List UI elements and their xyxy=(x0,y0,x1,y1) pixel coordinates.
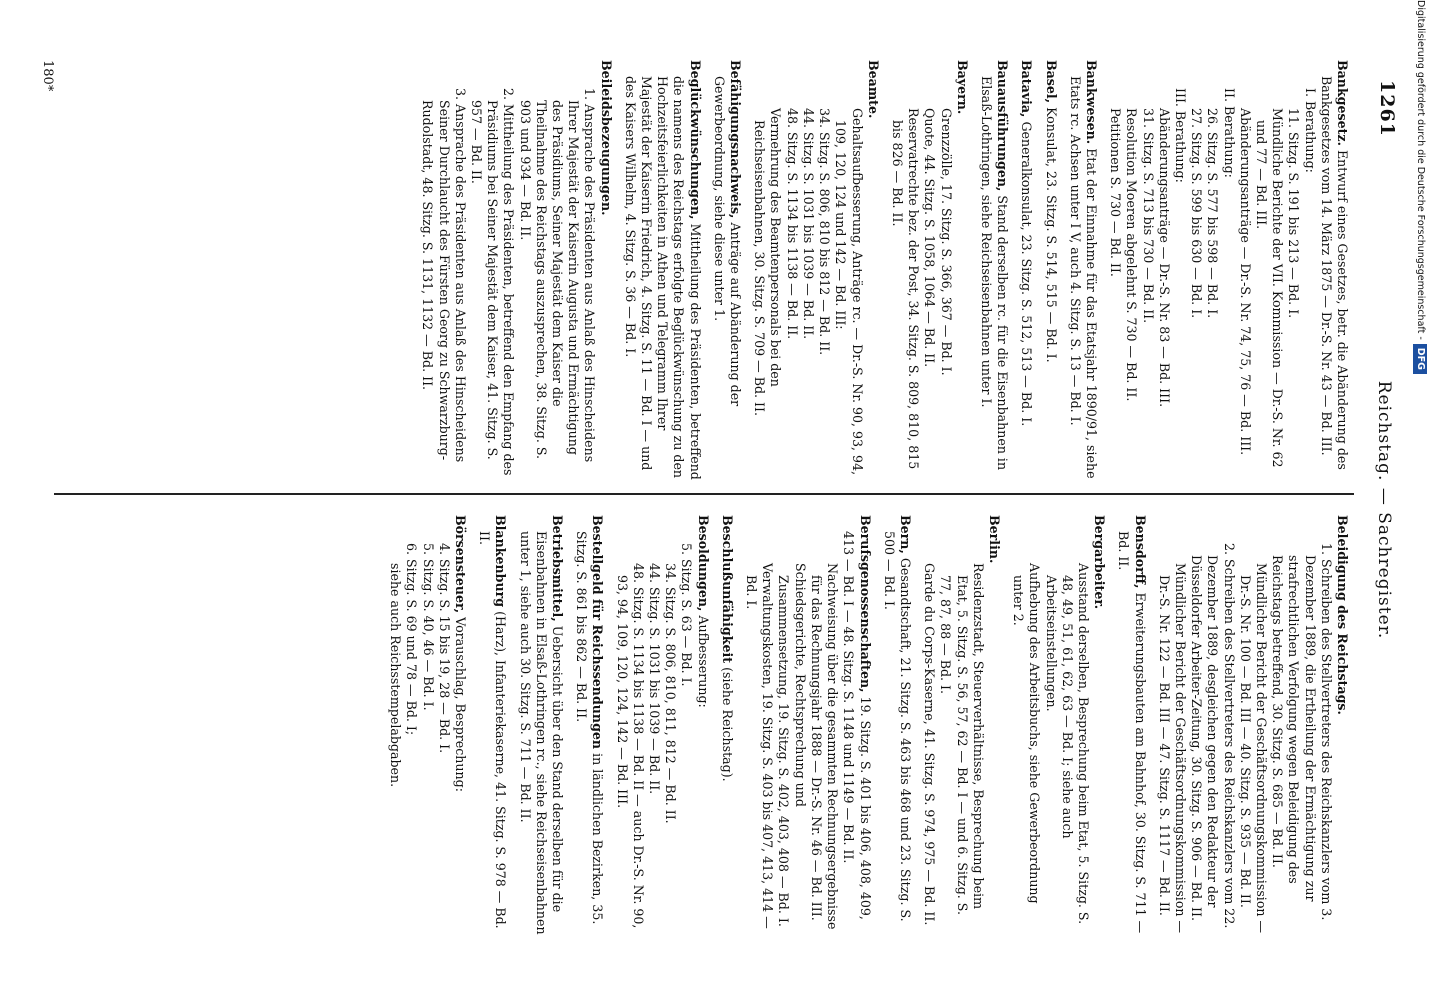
entry-subline: 31. Sitzg. S. 713 bis 730 — Bd. II. xyxy=(1140,108,1156,324)
dfg-logo: DFG xyxy=(1413,344,1427,374)
register-entry xyxy=(516,515,565,935)
left-column xyxy=(411,60,1350,480)
entry-text: Stand derselben rc. für die Eisenbahnen in Elsaß-Lothringen, siehe Reichseisenbahnen unter I. xyxy=(978,76,1011,471)
entry-text: Gesandtschaft, 21. Sitzg. S. 463 bis 468 und 23. Sitzg. S. 500 — Bd. I. xyxy=(881,531,913,922)
entry-heading: Blankenburg xyxy=(493,515,509,608)
entry-subline: 27. Sitzg. S. 599 bis 630 — Bd. I. xyxy=(1189,108,1205,319)
register-entry xyxy=(476,515,508,935)
entry-text: (siehe Reichstag). xyxy=(719,667,735,782)
register-entry xyxy=(1010,515,1107,935)
register-entry xyxy=(889,60,970,480)
entry-subline: Abänderungsanträge — Dr.-S. Nr. 74, 75, 76 — Bd. III. xyxy=(1237,108,1253,456)
entry-subline: 3. Ansprache des Präsidenten aus Anlaß des Hinscheidens Seiner Durchlaucht des Fürsten Georg zu Schwarzburg-Rudolstadt, 48. Sitzg. S. 1131, 1132 — Bd. II. xyxy=(420,88,468,463)
register-entry xyxy=(1018,60,1034,480)
entry-subline: Garde du Corps-Kaserne, 41. Sitzg. S. 974, 975 — Bd. II. xyxy=(922,563,938,926)
entry-subline: Abänderungsanträge — Dr.-S. Nr. 83 — Bd. III. xyxy=(1156,108,1172,408)
entry-subline: II. Berathung: xyxy=(1221,88,1237,178)
entry-subline: 11. Sitzg. S. 191 bis 213 — Bd. I. xyxy=(1286,108,1302,319)
register-entry xyxy=(921,515,1002,935)
entry-heading: Beileidsbezeugungen. xyxy=(598,60,614,216)
entry-subline: 44. Sitzg. S. 1031 bis 1039 — Bd. II. xyxy=(800,108,816,340)
entry-subline: 34. Sitzg. S. 806, 810 bis 812 — Bd. II. xyxy=(817,108,833,356)
entry-subline: Mündlicher Bericht der Geschäftsordnungskommission — Dr.-S. Nr. 122 — Bd. III — 47. Sitzg. S. 1117 — Bd. II. xyxy=(1156,563,1188,934)
entry-heading: Berlin. xyxy=(986,515,1002,564)
register-entry xyxy=(1067,60,1099,480)
page-number: 1261 xyxy=(1376,80,1398,137)
entry-text: Entwurf eines Gesetzes, betr. die Abänderung des Bankgesetzes vom 14. März 1875 — Dr.-S. Nr. 43 — Bd. III. xyxy=(1318,76,1350,470)
entry-heading: Basel, xyxy=(1043,60,1059,104)
entry-text: Konsulat, 23. Sitzg. S. 514, 515 — Bd. I. xyxy=(1043,107,1059,363)
entry-subline: Gehaltsaufbesserung, Anträge rc. — Dr.-S. Nr. 90, 93, 94, 109, 120, 124 und 142 — Bd. III: xyxy=(833,108,865,476)
entry-subline: I. Berathung: xyxy=(1302,88,1318,173)
right-column xyxy=(379,515,1350,935)
running-title: Reichstag. — Sachregister. xyxy=(1374,380,1394,640)
entry-heading: Bankgesetz. xyxy=(1335,60,1350,146)
entry-heading: Bankwesen. xyxy=(1083,60,1099,145)
entry-subline: Grenzzölle, 17. Sitzg. S. 366, 367 — Bd. I. xyxy=(938,108,954,376)
entry-subline: 1. Ansprache des Präsidenten aus Anlaß des Hinscheidens Ihrer Majestät der Kaiserin Augusta und Ermächtigung des Präsidiums, Seiner Majestät dem Kaiser die Theilnahme des Reichstags auszusprechen, 38. Sitzg. S. 903 und 934 — Bd. II. xyxy=(517,88,598,463)
entry-heading: Bauausführungen, xyxy=(995,60,1011,192)
entry-subline: Resolution Moeren abgelehnt S. 730 — Bd. II. xyxy=(1124,108,1140,402)
entry-subline: Petitionen S. 730 — Bd. II. xyxy=(1108,108,1124,277)
entry-heading: Bergarbeiter. xyxy=(1092,515,1108,610)
register-entry xyxy=(743,515,873,935)
entry-subline: 48. Sitzg. S. 1134 bis 1138 — Bd. II. xyxy=(784,108,800,340)
entry-text: Uebersicht über den Stand derselben für die Eisenbahnen in Elsaß-Lothringen rc., siehe Reichseisenbahnen unter 1, siehe auch 30. Sitzg. S. 711 — Bd. II. xyxy=(517,531,566,935)
entry-subline: III. Berathung: xyxy=(1172,88,1188,183)
entry-heading: Batavia, xyxy=(1019,60,1035,118)
register-entry xyxy=(622,60,703,480)
entry-subline: Mündliche Berichte der VII. Kommission — Dr.-S. Nr. 62 und 77 — Bd. III. xyxy=(1253,108,1286,468)
entry-subline: 1. Schreiben des Stellvertreters des Reichskanzlers vom 3. Dezember 1889, die Ertheilung der Ermächtigung zur strafrechtlichen Verfolgung wegen Beleidigung des Reichstags betreffend, 30. Sitzg. S. 685 — Bd. II. xyxy=(1270,543,1334,921)
entry-text: 19. Sitzg. S. 401 bis 406, 408, 409, 413 — Bd. I — 48. Sitzg. S. 1148 und 1149 — Bd. II. xyxy=(841,531,873,920)
register-entry xyxy=(751,60,881,480)
entry-heading: Bestellgeld für Reichssendungen xyxy=(590,515,606,750)
register-entry xyxy=(419,60,613,480)
entry-subline: Residenzstadt, Steuerverhältnisse, Besprechung beim Etat, 5. Sitzg. S. 56, 57, 62 — Bd. I — und 6. Sitzg. S. 77, 87, 88 — Bd. I. xyxy=(938,563,986,915)
entry-subline: 2. Schreiben des Stellvertreters des Reichskanzlers vom 22. Dezember 1889, desgleichen gegen den Redakteur der Düsseldorfer Arbeiter-Zeitung, 30. Sitzg. S. 906 — Bd. II. xyxy=(1189,543,1237,929)
entry-subline: 2. Mittheilung des Präsidenten, betreffend den Empfang des Präsidiums bei Seiner Majestät dem Kaiser, 41. Sitzg. S. 957 — Bd. II. xyxy=(469,88,517,476)
entry-heading: Besoldungen, xyxy=(695,515,711,612)
entry-subline: Aufhebung des Arbeitsbuchs, siehe Gewerbeordnung unter 2. xyxy=(1011,563,1043,904)
entry-text: in ländlichen Bezirken, 35. Sitzg. S. 861 bis 862 — Bd. II. xyxy=(574,531,606,925)
entry-heading: Beglückwünschungen, xyxy=(687,60,703,220)
entry-heading: Beschlußunfähigkeit xyxy=(719,515,735,664)
signature-mark: 180* xyxy=(40,60,55,92)
entry-subline: Quote, 44. Sitzg. S. 1058, 1064 — Bd. II. xyxy=(922,108,938,368)
entry-text: Etat der Einnahme für das Etatsjahr 1890/91, siehe Etats rc. Achsen unter I V, auch 4. Sitzg. S. 13 — Bd. I. xyxy=(1067,76,1099,479)
entry-subline: Ausstand derselben, Besprechung beim Etat, 5. Sitzg. S. 48, 49, 51, 61, 62, 63 — Bd. I; siehe auch Arbeitseinstellungen. xyxy=(1043,563,1091,925)
column-divider xyxy=(54,493,1354,495)
register-entry xyxy=(1042,60,1058,480)
register-entry xyxy=(978,60,1010,480)
register-entry xyxy=(387,515,468,935)
credit-text: Digitalisierung gefördert durch die Deutsche Forschungsgemeinschaft - xyxy=(1415,0,1426,340)
register-entry xyxy=(1156,515,1350,935)
dfg-credit xyxy=(1408,0,1432,1000)
entry-subline: 44. Sitzg. S. 1031 bis 1039 — Bd. II. xyxy=(647,563,663,795)
register-entry xyxy=(719,515,735,935)
register-entry xyxy=(881,515,913,935)
entry-subline: 5. Sitzg. S. 63 — Bd. I. xyxy=(679,543,695,687)
entry-subline: 48. Sitzg. S. 1134 bis 1138 — Bd. II — auch Dr.-S. Nr. 90, 93, 94, 109, 120, 124, 142 — Bd. III. xyxy=(614,563,646,929)
entry-heading: Börsensteuer, xyxy=(453,515,469,614)
entry-text: Generalkonsulat, 23. Sitzg. S. 512, 513 — Bd. I. xyxy=(1019,121,1035,427)
entry-subline: Reservatrechte bez. der Post, 34. Sitzg. S. 809, 810, 815 bis 826 — Bd. II. xyxy=(889,108,922,470)
register-entry xyxy=(613,515,710,935)
entry-heading: Betriebsmittel, xyxy=(550,515,566,622)
entry-subline: Mündlicher Bericht der Geschäftsordnungskommission — Dr.-S. Nr. 100 — Bd. III — 40. Sitzg. S. 935 — Bd. II. xyxy=(1237,563,1269,934)
entry-text: Erweiterungsbauten am Bahnhof, 30. Sitzg. S. 711 — Bd. II. xyxy=(1116,531,1148,934)
entry-subline: Nachweisung über die gesammten Rechnungsergebnisse für das Rechnungsjahr 1888 — Dr.-S. Nr. 46 — Bd. III. xyxy=(808,563,841,930)
entry-subline: 26. Sitzg. S. 577 bis 598 — Bd. I. xyxy=(1205,108,1221,319)
entry-subline: siehe auch Reichsstempelabgaben. xyxy=(388,563,404,788)
entry-heading: Berufsgenossenschaften, xyxy=(857,515,873,693)
entry-heading: Bensdorff, xyxy=(1132,515,1148,589)
entry-heading: Bern, xyxy=(897,515,913,554)
digitization-sidebar xyxy=(1408,0,1432,1000)
entry-subline: 5. Sitzg. S. 40, 46 — Bd. I. xyxy=(420,543,436,711)
entry-text: Vorauschlag, Besprechung: xyxy=(453,617,469,792)
register-entry xyxy=(573,515,605,935)
entry-subline: 6. Sitzg. S. 69 und 78 — Bd. I; xyxy=(404,543,420,736)
register-entry xyxy=(1107,60,1350,480)
entry-heading: Befähigungsnachweis, xyxy=(728,60,744,219)
entry-heading: Bayern. xyxy=(954,60,970,115)
register-entry xyxy=(1115,515,1147,935)
entry-subline: 34. Sitzg. S. 806, 810, 811, 812 — Bd. II. xyxy=(663,563,679,824)
entry-subline: Schiedsgerichte, Rechtsprechung und Zusammensetzung, 19. Sitzg. S. 402, 403, 408 — Bd. I. xyxy=(776,563,808,927)
entry-text: Aufbesserung: xyxy=(695,615,711,708)
page-header xyxy=(1368,60,1398,960)
entry-subline: Verwaltungskosten, 19. Sitzg. S. 403 bis 407, 413, 414 — Bd. I. xyxy=(744,563,776,929)
entry-text: Mittheilung des Präsidenten, betreffend die namens des Reichstags erfolgte Beglückwünschung zu den Hochzeitsfeierlichkeiten in Athen und Telegramm Ihrer Majestät der Kaiserin Friedrich, 4. Sitzg. S. 11 — Bd. I — und des Kaisers Wilhelm, 4. Sitzg. S. 36 — Bd. I. xyxy=(622,76,703,480)
entry-text: Anträge auf Abänderung der Gewerbeordnung, siehe diese unter 1. xyxy=(711,76,744,407)
entry-subline: Vermehrung des Beamtenpersonals bei den Reichseisenbahnen, 30. Sitzg. S. 709 — Bd. II. xyxy=(752,108,784,417)
entry-subline: 4. Sitzg. S. 15 bis 19, 28 — Bd. I. xyxy=(436,543,452,754)
entry-heading: Beamte. xyxy=(865,60,881,119)
entry-heading: Beleidigung des Reichstags. xyxy=(1335,515,1350,715)
register-entry xyxy=(711,60,743,480)
entry-text: (Harz), Infanteriekaserne, 41. Sitzg. S. 978 — Bd. II. xyxy=(477,531,509,929)
